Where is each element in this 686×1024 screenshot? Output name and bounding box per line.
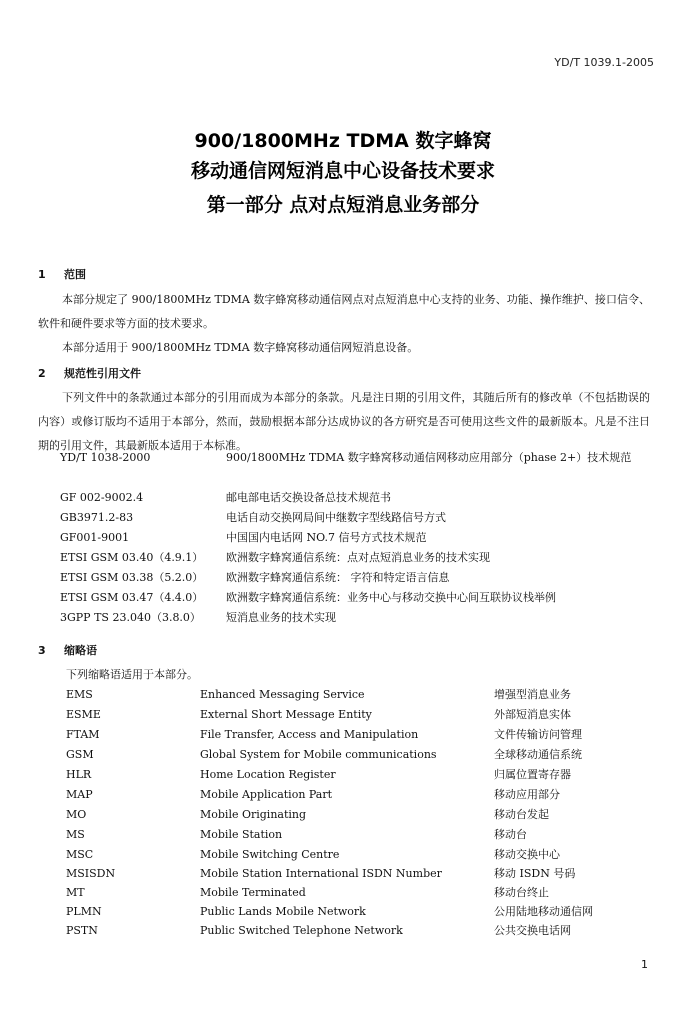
abbreviation-code: EMS — [66, 688, 93, 701]
abbreviation-code: MS — [66, 828, 85, 841]
abbreviation-chinese: 移动应用部分 — [494, 788, 560, 801]
abbreviation-english: Home Location Register — [200, 768, 336, 781]
abbreviation-chinese: 全球移动通信系统 — [494, 748, 582, 761]
abbreviation-chinese: 归属位置寄存器 — [494, 768, 571, 781]
title-line-2: 移动通信网短消息中心设备技术要求 — [190, 160, 495, 182]
section-2-heading — [38, 365, 141, 381]
abbreviation-english: Public Lands Mobile Network — [200, 905, 366, 918]
abbreviation-chinese: 文件传输访问管理 — [494, 728, 582, 741]
abbreviation-code: HLR — [66, 768, 92, 781]
abbreviation-code: PSTN — [66, 924, 98, 937]
reference-code: GF 002-9002.4 — [60, 491, 144, 504]
document-code: YD/T 1039.1-2005 — [554, 56, 654, 69]
abbreviation-chinese: 移动台 — [494, 828, 527, 841]
reference-title: 短消息业务的技术实现 — [226, 611, 336, 624]
abbreviation-english: Mobile Switching Centre — [200, 848, 340, 861]
abbreviation-chinese: 增强型消息业务 — [494, 688, 571, 701]
abbreviation-chinese: 移动 ISDN 号码 — [494, 867, 576, 880]
reference-title: 中国国内电话网 NO.7 信号方式技术规范 — [226, 531, 427, 544]
title-line-3: 第一部分 点对点短消息业务部分 — [206, 194, 480, 216]
abbreviation-code: MSISDN — [66, 867, 116, 880]
abbreviation-chinese: 移动交换中心 — [494, 848, 560, 861]
abbreviation-english: Mobile Originating — [200, 808, 307, 821]
abbreviation-code: GSM — [66, 748, 94, 761]
reference-code: YD/T 1038-2000 — [60, 451, 151, 464]
abbreviation-english: Mobile Terminated — [200, 886, 306, 899]
abbreviation-chinese: 公用陆地移动通信网 — [494, 905, 593, 918]
abbreviation-code: MT — [66, 886, 85, 899]
reference-code: 3GPP TS 23.040（3.8.0） — [60, 611, 201, 624]
abbreviation-code: MSC — [66, 848, 94, 861]
reference-code: ETSI GSM 03.38（5.2.0） — [60, 571, 204, 584]
abbreviation-english: Mobile Application Part — [200, 788, 333, 801]
abbreviation-english: Enhanced Messaging Service — [200, 688, 365, 701]
reference-code: GF001-9001 — [60, 531, 130, 544]
reference-title: 欧洲数字蜂窝通信系统：点对点短消息业务的技术实现 — [226, 551, 490, 564]
paragraph: 下列文件中的条款通过本部分的引用而成为本部分的条款。凡是注日期的引用文件，其随后所有的修改单（不包括勘误的内容）或修订版均不适用于本部分，然而，鼓励根据本部分达成协议的各方研究是否可使用这些文件的最新版本。凡是不注日期的引用文件，其最新版本适用于本标准。 — [38, 391, 650, 452]
reference-title: 欧洲数字蜂窝通信系统： 字符和特定语言信息 — [226, 571, 450, 584]
abbreviation-chinese: 移动台发起 — [494, 808, 549, 821]
abbreviation-code: ESME — [66, 708, 101, 721]
section-number: 1 — [38, 268, 46, 281]
abbreviation-english: File Transfer, Access and Manipulation — [200, 728, 419, 741]
reference-code: ETSI GSM 03.47（4.4.0） — [60, 591, 204, 604]
section-title: 缩略语 — [64, 644, 97, 657]
abbreviation-english: Global System for Mobile communications — [200, 748, 437, 761]
abbreviation-code: PLMN — [66, 905, 102, 918]
abbreviation-english: Mobile Station — [200, 828, 283, 841]
reference-code: GB3971.2-83 — [60, 511, 134, 524]
reference-title: 电话自动交换网局间中继数字型线路信号方式 — [226, 511, 446, 524]
abbreviation-code: MAP — [66, 788, 93, 801]
abbreviation-english: Public Switched Telephone Network — [200, 924, 403, 937]
section-title: 规范性引用文件 — [64, 367, 141, 380]
page-number: 1 — [641, 958, 648, 971]
abbreviation-english: External Short Message Entity — [200, 708, 372, 721]
abbreviations-intro: 下列缩略语适用于本部分。 — [66, 668, 198, 681]
paragraph: 本部分规定了 900/1800MHz TDMA 数字蜂窝移动通信网点对点短消息中心支持的业务、功能、操作维护、接口信令、软件和硬件要求等方面的技术要求。 — [38, 293, 650, 330]
abbreviation-chinese: 公共交换电话网 — [494, 924, 571, 937]
section-1-heading — [38, 266, 86, 282]
section-number: 2 — [38, 367, 46, 380]
reference-code: ETSI GSM 03.40（4.9.1） — [60, 551, 204, 564]
abbreviation-code: FTAM — [66, 728, 100, 741]
abbreviation-chinese: 移动台终止 — [494, 886, 549, 899]
reference-title: 邮电部电话交换设备总技术规范书 — [226, 491, 391, 504]
abbreviation-english: Mobile Station International ISDN Number — [200, 867, 442, 880]
reference-title: 欧洲数字蜂窝通信系统：业务中心与移动交换中心间互联协议栈举例 — [226, 591, 556, 604]
section-title: 范围 — [64, 268, 86, 281]
paragraph: 本部分适用于 900/1800MHz TDMA 数字蜂窝移动通信网短消息设备。 — [62, 341, 419, 354]
section-3-heading — [38, 642, 97, 658]
section-number: 3 — [38, 644, 46, 657]
reference-title: 900/1800MHz TDMA 数字蜂窝移动通信网移动应用部分（phase 2+）技术规范 — [226, 451, 632, 464]
abbreviation-code: MO — [66, 808, 87, 821]
title-line-1: 900/1800MHz TDMA 数字蜂窝 — [194, 130, 492, 152]
abbreviation-chinese: 外部短消息实体 — [494, 708, 571, 721]
